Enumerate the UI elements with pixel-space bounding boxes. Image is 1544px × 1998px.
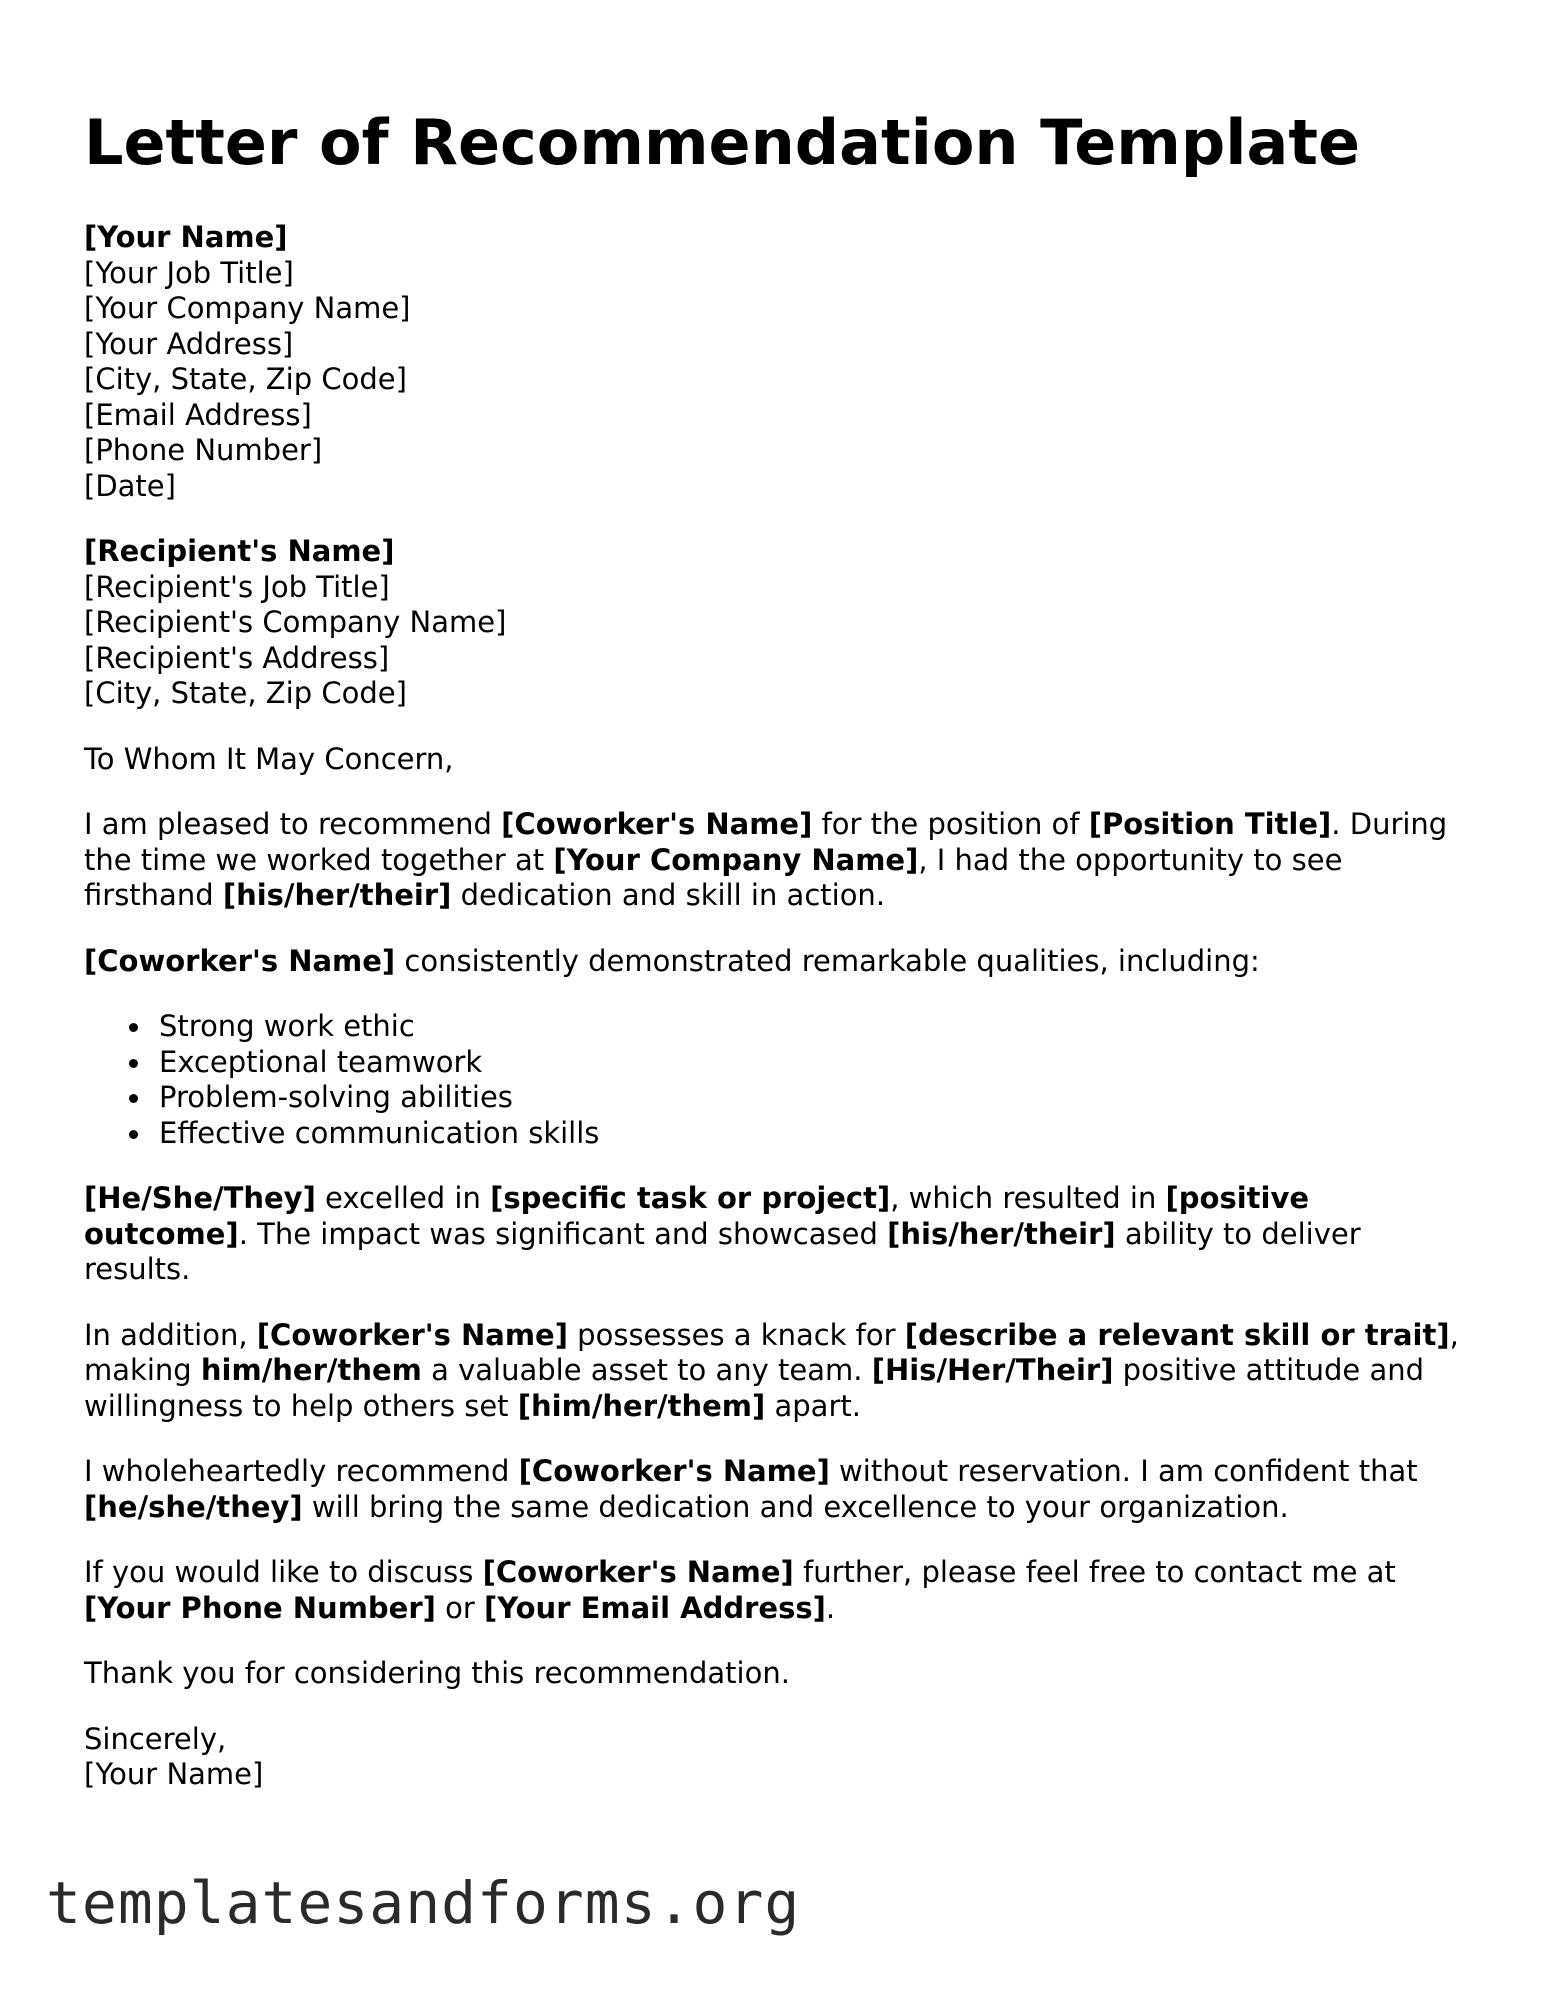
text-run: In addition,	[84, 1317, 257, 1352]
closing-thanks: Thank you for considering this recommendation.	[84, 1656, 790, 1690]
placeholder-task: [specific task or project]	[490, 1181, 891, 1215]
recipient-name: [Recipient's Name]	[84, 534, 395, 568]
sender-phone: [Phone Number]	[84, 433, 323, 467]
text-run: possesses a knack for	[567, 1317, 905, 1352]
recipient-city-state-zip: [City, State, Zip Code]	[84, 676, 407, 710]
text-run: .	[825, 1590, 836, 1625]
valediction: Sincerely,	[84, 1721, 227, 1756]
list-item: Effective communication skills	[159, 1116, 1464, 1152]
text-run: or	[435, 1590, 485, 1625]
placeholder-coworker-name: [Coworker's Name]	[501, 807, 813, 841]
paragraph-introduction	[84, 807, 1464, 914]
text-run: , I had the opportunity to see firsthand	[84, 842, 1343, 912]
placeholder-pronoun: [his/her/their]	[222, 878, 452, 912]
sender-email: [Email Address]	[84, 397, 312, 432]
page-title: Letter of Recommendation Template	[84, 106, 1361, 179]
list-item: Strong work ethic	[159, 1009, 1464, 1045]
placeholder-pronoun: [him/her/them]	[517, 1388, 766, 1423]
text-run: will bring the same dedication and excellence to your organization.	[302, 1489, 1289, 1524]
recipient-address: [Recipient's Address]	[84, 640, 390, 675]
text-run: If you would like to discuss	[84, 1555, 483, 1589]
text-run: dedication and skill in action.	[451, 878, 886, 912]
paragraph-achievement	[84, 1181, 1464, 1288]
placeholder-email: [Your Email Address]	[484, 1590, 826, 1625]
text-run: further, please feel free to contact me at	[793, 1555, 1396, 1589]
recipient-job-title: [Recipient's Job Title]	[84, 569, 390, 604]
text-run: positive attitude and willingness to help others set	[84, 1353, 1425, 1423]
placeholder-skill: [describe a relevant skill or trait]	[904, 1317, 1450, 1352]
paragraph-contact	[84, 1555, 1464, 1626]
paragraph-skills	[84, 1318, 1464, 1425]
text-run: excelled in	[315, 1181, 491, 1215]
recipient-company: [Recipient's Company Name]	[84, 605, 507, 639]
text-run: without reservation. I am confident that	[829, 1454, 1418, 1488]
placeholder-position-title: [Position Title]	[1088, 807, 1332, 841]
text-run: , which resulted in	[890, 1181, 1166, 1215]
sender-city-state-zip: [City, State, Zip Code]	[84, 362, 407, 396]
sender-name: [Your Name]	[84, 220, 288, 254]
placeholder-coworker-name: [Coworker's Name]	[482, 1555, 794, 1589]
placeholder-pronoun: [his/her/their]	[887, 1216, 1116, 1251]
text-run: . The impact was significant and showcased	[238, 1216, 888, 1251]
recipient-address-block	[84, 534, 1464, 712]
signature-name: [Your Name]	[84, 1757, 264, 1791]
placeholder-coworker-name: [Coworker's Name]	[84, 943, 396, 978]
text-run: a valuable asset to any team.	[421, 1353, 872, 1387]
text-run: apart.	[765, 1388, 861, 1423]
placeholder-coworker-name: [Coworker's Name]	[518, 1454, 830, 1488]
letter-document	[84, 100, 1464, 1793]
placeholder-pronoun: [he/she/they]	[84, 1489, 303, 1524]
sender-address-block	[84, 220, 1464, 504]
list-item: Exceptional teamwork	[159, 1045, 1464, 1081]
greeting: To Whom It May Concern,	[84, 741, 454, 776]
signoff-block	[84, 1722, 1464, 1793]
paragraph-endorsement	[84, 1454, 1464, 1525]
sender-address: [Your Address]	[84, 326, 294, 361]
text-run: ability to deliver results.	[84, 1216, 1361, 1286]
text-run: I wholeheartedly recommend	[84, 1454, 519, 1488]
placeholder-phone: [Your Phone Number]	[84, 1590, 436, 1625]
placeholder-outcome: [positive outcome]	[84, 1181, 1310, 1251]
placeholder-pronoun: [His/Her/Their]	[871, 1353, 1114, 1387]
text-run: , making	[84, 1317, 1459, 1387]
placeholder-coworker-name: [Coworker's Name]	[256, 1317, 568, 1352]
sender-job-title: [Your Job Title]	[84, 255, 294, 290]
list-item: Problem-solving abilities	[159, 1080, 1464, 1116]
placeholder-company-name: [Your Company Name]	[553, 842, 919, 877]
site-watermark: templatesandforms.org	[46, 1869, 801, 1937]
placeholder-pronoun: [He/She/They]	[84, 1181, 316, 1215]
sender-company: [Your Company Name]	[84, 291, 411, 325]
text-run: consistently demonstrated remarkable qualities, including:	[395, 943, 1260, 978]
text-run: . During the time we worked together at	[84, 807, 1448, 877]
sender-date: [Date]	[84, 468, 176, 503]
text-run: for the position of	[812, 807, 1089, 841]
paragraph-qualities-intro	[84, 944, 1464, 980]
placeholder-pronoun: him/her/them	[200, 1353, 422, 1387]
text-run: I am pleased to recommend	[84, 807, 502, 841]
qualities-list	[84, 1009, 1464, 1151]
